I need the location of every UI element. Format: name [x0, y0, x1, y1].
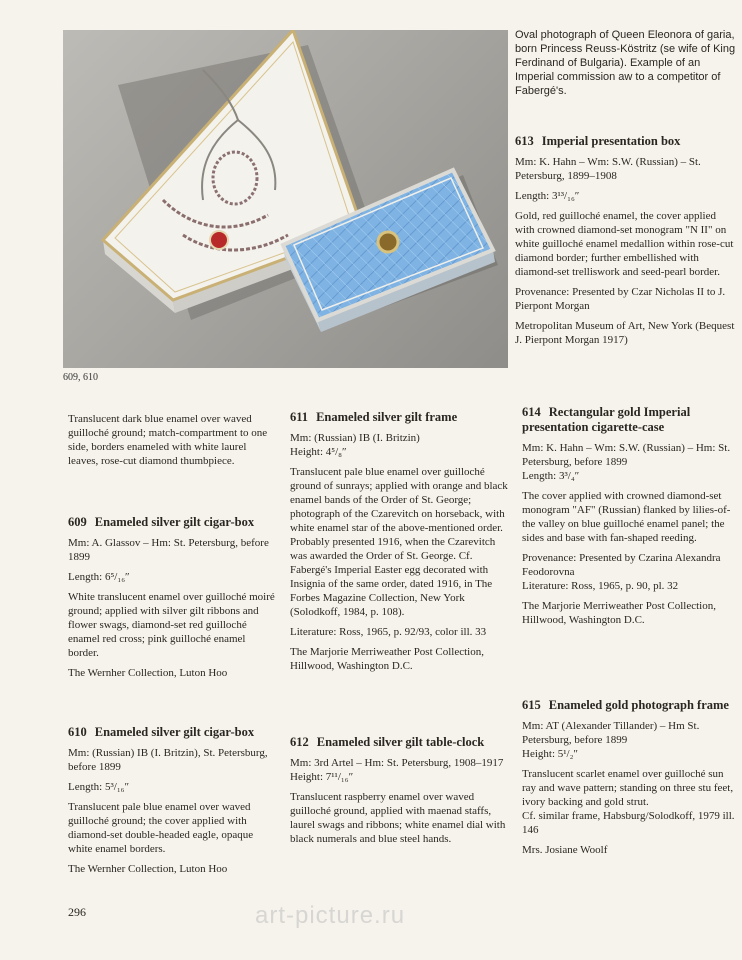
entry-612 — [290, 735, 508, 852]
entry-613-heading — [515, 134, 737, 149]
entry-614-marks: Mm: K. Hahn – Wm: S.W. (Russian) – Hm: St. Petersburg, before 1899 — [522, 442, 731, 468]
entry-613-title: Imperial presentation box — [541, 134, 681, 148]
watermark-text: art-picture.ru — [255, 902, 406, 929]
entry-610-heading — [68, 725, 276, 740]
entry-611-heading — [290, 410, 508, 425]
entry-610 — [68, 725, 276, 882]
top-right-column — [515, 28, 737, 353]
entry-608-description: Translucent dark blue enamel over waved guilloché ground; match-compartment to one side, borders enameled with white laurel leaves, rose-cut diamond thumbpiece. — [68, 413, 268, 467]
figure-caption: 609, 610 — [63, 372, 98, 383]
entry-610-collection: The Wernher Collection, Luton Hoo — [68, 863, 228, 875]
entry-610-title: Enameled silver gilt cigar-box — [94, 725, 255, 739]
column-1 — [68, 412, 276, 474]
entry-614-title: Rectangular gold Imperial presentation cigarette-case — [522, 405, 691, 434]
entry-611-collection: The Marjorie Merriweather Post Collection, Hillwood, Washington D.C. — [290, 646, 484, 672]
entry-613-marks: Mm: K. Hahn – Wm: S.W. (Russian) – St. Petersburg, 1899–1908 — [515, 156, 701, 182]
entry-613-collection: Metropolitan Museum of Art, New York (Bequest J. Pierpont Morgan 1917) — [515, 320, 735, 346]
entry-611 — [290, 410, 508, 679]
entry-611-literature: Literature: Ross, 1965, p. 92/93, color ill. 33 — [290, 626, 487, 638]
entry-613-number: 613 — [515, 134, 534, 148]
entry-614 — [522, 405, 736, 633]
entry-615 — [522, 698, 736, 863]
entry-609-length: Length: 6⁵/₁₆″ — [68, 571, 130, 583]
entry-611-height: Height: 4⁵/₈″ — [290, 446, 347, 458]
entry-609 — [68, 515, 276, 686]
entry-614-provenance: Provenance: Presented by Czarina Alexandra Feodorovna — [522, 552, 721, 578]
entry-615-marks: Mm: AT (Alexander Tillander) – Hm St. Petersburg, before 1899 — [522, 720, 700, 746]
entry-615-collection: Mrs. Josiane Woolf — [522, 844, 608, 856]
entry-615-note: Cf. similar frame, Habsburg/Solodkoff, 1979 ill. 146 — [522, 810, 735, 836]
entry-611-title: Enameled silver gilt frame — [316, 410, 458, 424]
entry-610-number: 610 — [68, 725, 87, 739]
entry-609-marks: Mm: A. Glassov – Hm: St. Petersburg, before 1899 — [68, 537, 269, 563]
entry-614-literature: Literature: Ross, 1965, p. 90, pl. 32 — [522, 580, 679, 592]
entry-614-number: 614 — [522, 405, 541, 419]
entry-614-description: The cover applied with crowned diamond-set monogram "AF" (Russian) flanked by lilies-of-the valley on blue guilloché enamel panel; the sides and base with fan-shaped reeding. — [522, 490, 731, 544]
entry-609-number: 609 — [68, 515, 87, 529]
photo-609-610 — [63, 30, 508, 368]
entry-611-number: 611 — [290, 410, 309, 424]
entry-615-number: 615 — [522, 698, 541, 712]
entry-614-heading — [522, 405, 736, 435]
entry-613-length: Length: 3¹³/₁₆″ — [515, 190, 580, 202]
page-number: 296 — [68, 905, 86, 919]
entry-615-description: Translucent scarlet enamel over guilloché sun ray and wave pattern; standing on three stu feet, ivory backing and gold strut. — [522, 768, 734, 808]
photo-caption-text: Oval photograph of Queen Eleonora of garia, born Princess Reuss-Köstritz (se wife of King Ferdinand of Bulgaria). Example of an Imperial commission aw to a competitor of Fabergé's. — [515, 29, 736, 97]
entry-612-heading — [290, 735, 508, 750]
entry-614-collection: The Marjorie Merriweather Post Collection, Hillwood, Washington D.C. — [522, 600, 716, 626]
entry-610-length: Length: 5³/₁₆″ — [68, 781, 130, 793]
entry-612-height: Height: 7¹¹/₁₆″ — [290, 771, 354, 783]
entry-611-description: Translucent pale blue enamel over guilloché ground of sunrays; applied with orange and black enamel bands of the Order of St. George; photograph of the Czarevitch on horseback, with white enamel star of the above-mentioned order. — [290, 466, 508, 534]
entry-610-description: Translucent pale blue enamel over waved guilloché ground; the cover applied with diamond-set double-headed eagle, opaque white enamel borders. — [68, 801, 254, 855]
entry-611-note: Probably presented 1916, when the Czarevitch was awarded the Order of St. George. Cf. Fabergé's Imperial Easter egg decorated with Insignia of the same order, dated 1916, in The Forbes Magazine Collection, New York (Solodkoff, 1984, p. 108). — [290, 536, 496, 618]
entry-615-heading — [522, 698, 736, 713]
entry-612-marks: Mm: 3rd Artel – Hm: St. Petersburg, 1908–1917 — [290, 757, 504, 769]
entry-614-length: Length: 3³/₄″ — [522, 470, 580, 482]
entry-615-title: Enameled gold photograph frame — [548, 698, 729, 712]
entry-609-description: White translucent enamel over guilloché moiré ground; applied with silver gilt ribbons and flower swags, diamond-set red guilloché enamel red cross; pink guilloché enamel border. — [68, 591, 275, 659]
entry-611-marks: Mm: (Russian) IB (I. Britzin) — [290, 432, 420, 444]
entry-613-description: Gold, red guilloché enamel, the cover applied with crowned diamond-set monogram "N II" on white guilloché enamel medallion within rose-cut diamond border; further embellished with diamond-set trelliswork and seed-pearl border. — [515, 210, 734, 278]
entry-609-collection: The Wernher Collection, Luton Hoo — [68, 667, 228, 679]
entry-612-title: Enameled silver gilt table-clock — [316, 735, 485, 749]
entry-612-number: 612 — [290, 735, 309, 749]
cigar-boxes-illustration — [63, 30, 508, 368]
entry-612-description: Translucent raspberry enamel over waved guilloché ground, applied with maenad staffs, laurel swags and ribbons; white enamel dial with black numerals and blue steel hands. — [290, 791, 506, 845]
entry-609-heading — [68, 515, 276, 530]
entry-609-title: Enameled silver gilt cigar-box — [94, 515, 255, 529]
entry-610-marks: Mm: (Russian) IB (I. Britzin), St. Petersburg, before 1899 — [68, 747, 268, 773]
entry-615-height: Height: 5¹/₂″ — [522, 748, 579, 760]
entry-613-provenance: Provenance: Presented by Czar Nicholas II to J. Pierpont Morgan — [515, 286, 726, 312]
